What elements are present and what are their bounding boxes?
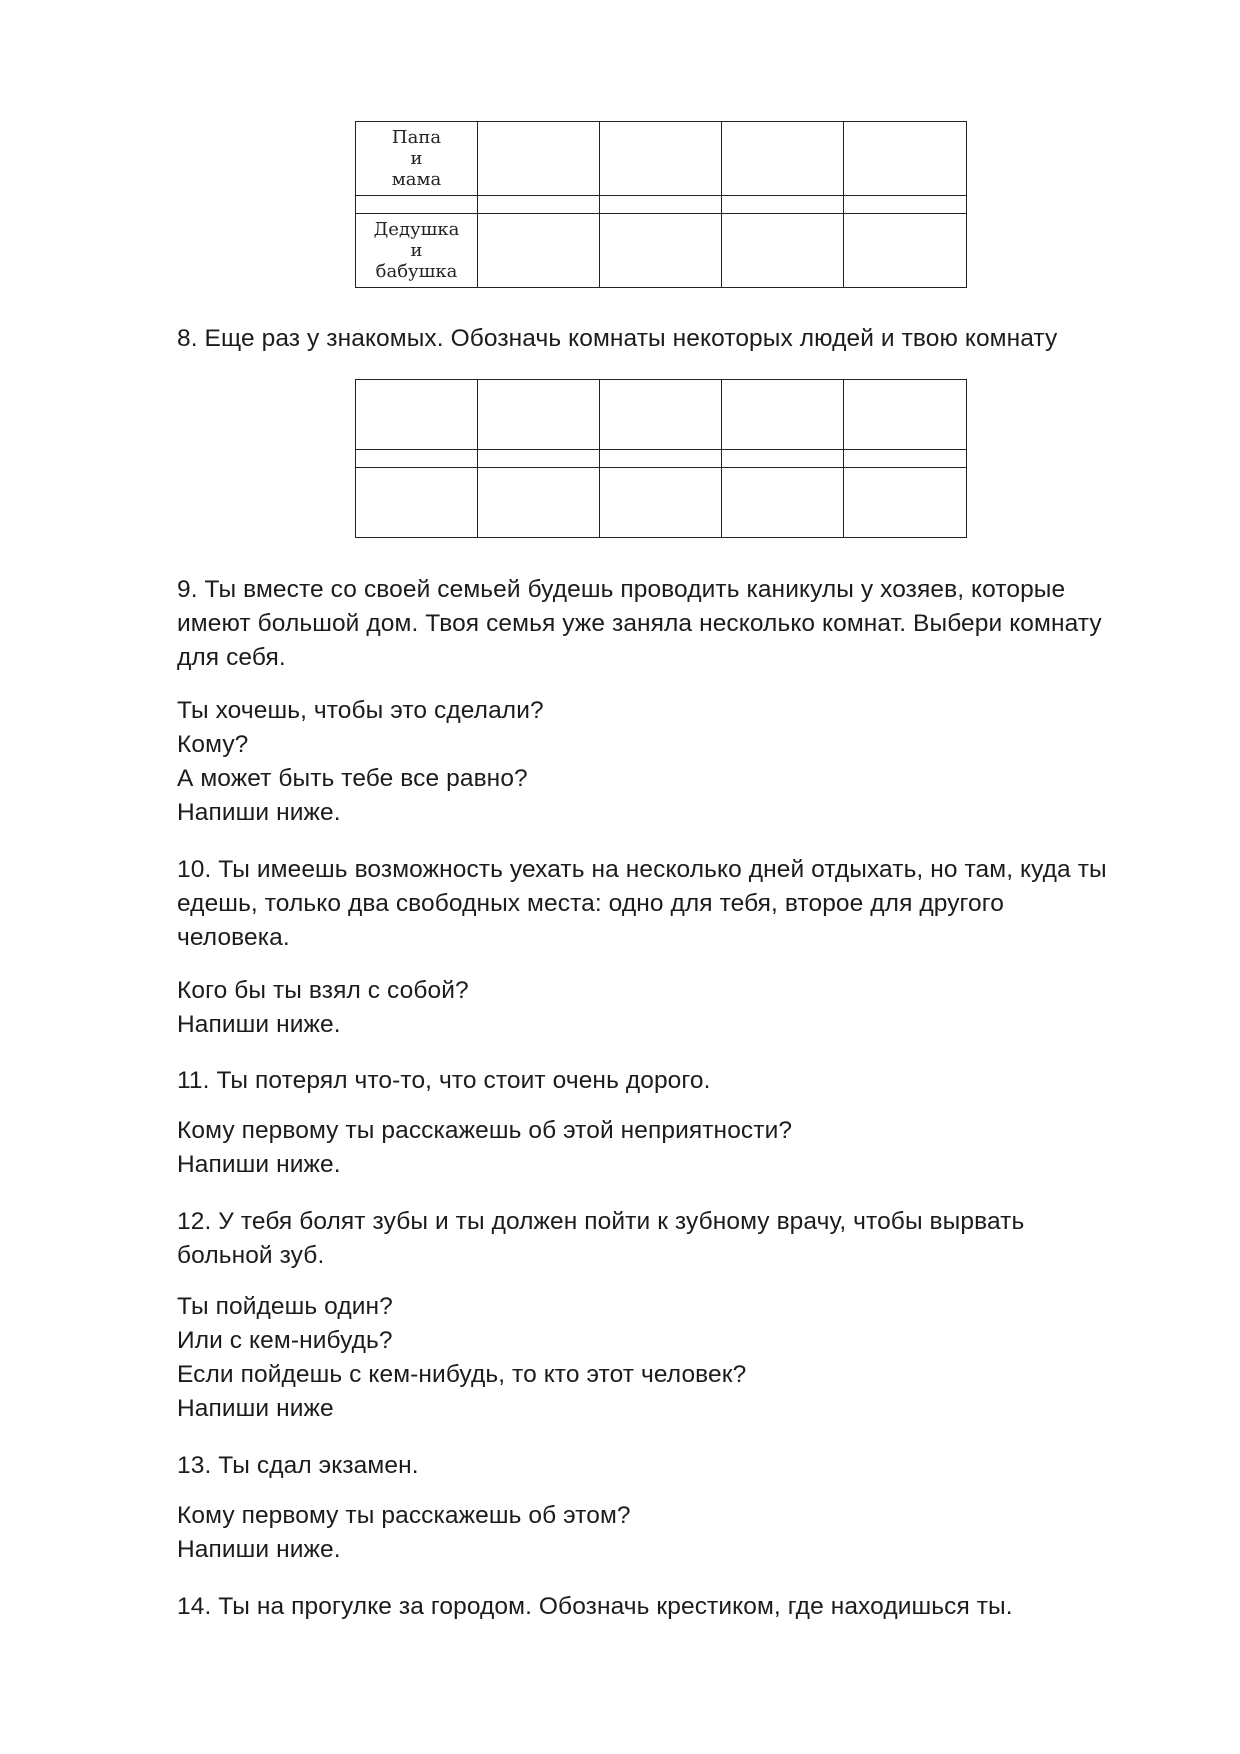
room-cell[interactable] [844, 122, 967, 196]
question-10: 10. Ты имеешь возможность уехать на несколько дней отдыхать, но там, куда ты едешь, только два свободных места: одно для тебя, второе для другого человека. [177, 856, 1107, 951]
room-cell[interactable] [478, 468, 600, 538]
question-14: 14. Ты на прогулке за городом. Обозначь крестиком, где находишься ты. [177, 1593, 1013, 1620]
question-9-followup: Ты хочешь, чтобы это сделали? Кому? А может быть тебе все равно? Напиши ниже. [177, 697, 544, 826]
corridor-cell [722, 450, 844, 468]
table-row [356, 468, 967, 538]
room-cell[interactable] [844, 468, 967, 538]
row-label-grandparents: Дедушка и бабушка [356, 214, 478, 288]
room-cell[interactable] [844, 214, 967, 288]
question-9: 9. Ты вместе со своей семьей будешь проводить каникулы у хозяев, которые имеют большой дом. Твоя семья уже заняла несколько комнат. Выбери комнату для себя. [177, 576, 1102, 671]
table-row [356, 122, 967, 196]
corridor-cell [722, 196, 844, 214]
family-rooms-table [355, 121, 967, 288]
room-cell[interactable] [600, 380, 722, 450]
question-12: 12. У тебя болят зубы и ты должен пойти к зубному врачу, чтобы вырвать больной зуб. [177, 1208, 1025, 1269]
question-13-followup: Кому первому ты расскажешь об этом? Напиши ниже. [177, 1502, 631, 1563]
question-12-followup: Ты пойдешь один? Или с кем-нибудь? Если пойдешь с кем-нибудь, то кто этот человек? Напиши ниже [177, 1293, 747, 1422]
question-11-followup: Кому первому ты расскажешь об этой неприятности? Напиши ниже. [177, 1117, 793, 1178]
table-row [356, 450, 967, 468]
row-label-parents: Папа и мама [356, 122, 478, 196]
corridor-cell [356, 196, 478, 214]
table-row [356, 196, 967, 214]
table-row [356, 380, 967, 450]
corridor-cell [478, 450, 600, 468]
question-11: 11. Ты потерял что-то, что стоит очень дорого. [177, 1067, 711, 1094]
table-row [356, 214, 967, 288]
corridor-cell [478, 196, 600, 214]
acquaintance-rooms-table [355, 379, 967, 538]
room-cell[interactable] [356, 468, 478, 538]
room-cell[interactable] [600, 214, 722, 288]
corridor-cell [600, 450, 722, 468]
room-cell[interactable] [722, 122, 844, 196]
question-8: 8. Еще раз у знакомых. Обозначь комнаты некоторых людей и твою комнату [177, 325, 1058, 352]
room-cell[interactable] [722, 214, 844, 288]
corridor-cell [600, 196, 722, 214]
room-cell[interactable] [844, 380, 967, 450]
room-cell[interactable] [600, 468, 722, 538]
room-cell[interactable] [478, 122, 600, 196]
corridor-cell [356, 450, 478, 468]
room-cell[interactable] [600, 122, 722, 196]
question-13: 13. Ты сдал экзамен. [177, 1452, 419, 1479]
corridor-cell [844, 450, 967, 468]
room-cell[interactable] [722, 468, 844, 538]
question-10-followup: Кого бы ты взял с собой? Напиши ниже. [177, 977, 469, 1038]
room-cell[interactable] [356, 380, 478, 450]
room-cell[interactable] [722, 380, 844, 450]
room-cell[interactable] [478, 380, 600, 450]
room-cell[interactable] [478, 214, 600, 288]
corridor-cell [844, 196, 967, 214]
